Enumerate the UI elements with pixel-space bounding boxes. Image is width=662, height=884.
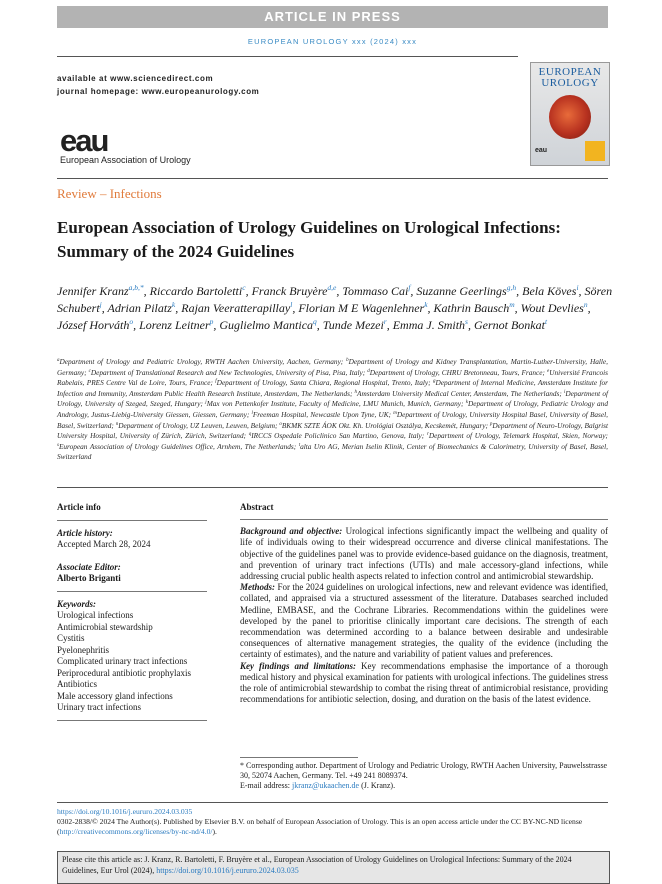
affiliation-text: Department of Urology, Telemark Hospital, Skien, Norway;: [428, 431, 608, 441]
editor-label: Associate Editor:: [57, 561, 121, 572]
corresponding-author: * Corresponding author. Department of Urology and Pediatric Urology, RWTH Aachen University, Pauwelsstrasse 30, 52074 Aachen, Germany. Tel. +49 241 8089374.: [240, 761, 608, 780]
keyword: Complicated urinary tract infections: [57, 656, 188, 666]
author-affiliation-marker[interactable]: m: [509, 300, 515, 309]
author-affiliation-marker[interactable]: g,h: [506, 283, 517, 292]
affiliation-text: European Association of Urology Guidelines Office, Arnhem, The Netherlands;: [58, 441, 299, 451]
affiliation-marker: o: [279, 421, 282, 427]
author-name[interactable]: Franck Bruyère: [251, 284, 328, 298]
affiliation-marker: i: [563, 389, 566, 395]
author-name[interactable]: Tommaso Cai: [342, 284, 409, 298]
affiliation-marker: m: [393, 410, 397, 416]
author-affiliation-marker[interactable]: n: [583, 300, 588, 309]
footer-info: [57, 807, 608, 838]
affiliation-marker: n: [115, 421, 119, 427]
author-name[interactable]: Rajan Veeratterapillay: [181, 301, 291, 315]
author-affiliation-marker[interactable]: l: [290, 300, 293, 309]
email-link[interactable]: jkranz@ukaachen.de: [291, 781, 360, 790]
section-label: Review – Infections: [57, 186, 162, 201]
affiliation-marker: g: [432, 379, 436, 385]
journal-homepage[interactable]: journal homepage: www.europeanurology.com: [57, 87, 260, 96]
keyword: Periprocedural antibiotic prophylaxis: [57, 667, 191, 678]
affiliation-marker: h: [354, 389, 358, 395]
author-name[interactable]: Jennifer Kranz: [57, 284, 129, 298]
author-name[interactable]: Suzanne Geerlings: [416, 284, 507, 298]
abstract-heading: Abstract: [240, 502, 274, 512]
abstract-section-text: For the 2024 guidelines on urological infections, new and relevant evidence was identified, collated, and appraised via a structured assessment of the literature. Databases searched included Medline, EMBASE, and the Cochrane Libraries. Recommendations within the guidelines were developed by the panel to prioritise clinically important care decisions. The strength of each recommendation was determined according to a balance between desirable and undesirable consequences of alternative management strategies, the quality of the evidence (including the certainty of estimates), and the nature and variability of patient values and preferences.: [240, 582, 608, 660]
keywords-label: Keywords:: [57, 598, 96, 609]
eau-logo: eau: [60, 123, 108, 158]
divider: [57, 178, 608, 179]
author-affiliation-marker[interactable]: f: [408, 283, 411, 292]
keyword: Male accessory gland infections: [57, 690, 173, 701]
running-head: EUROPEAN UROLOGY xxx (2024) xxx: [247, 37, 418, 46]
author-affiliation-marker[interactable]: o: [129, 317, 134, 326]
abstract-body: [240, 526, 608, 705]
abstract-paragraph: [240, 582, 608, 660]
affiliation-text: BKMK SZTE ÁOK Okt. Kh. Urológiai Osztálya, Kecskemét, Hungary;: [281, 420, 490, 430]
abstract: [240, 502, 608, 705]
author-name[interactable]: Adrian Pilatz: [107, 301, 172, 315]
keyword: Cystitis: [57, 633, 85, 643]
correspondence: [240, 757, 608, 791]
affiliation-text: Department of Urology, Pediatric Urology and Andrology, Justus-Liebig-University Giessen, Giessen, Germany;: [57, 399, 608, 419]
keyword-list: [57, 610, 207, 714]
affiliation-marker: r: [426, 432, 429, 438]
affiliations: [57, 357, 608, 463]
journal-cover-image[interactable]: [530, 62, 610, 166]
cover-illustration: [549, 95, 591, 139]
affiliation-text: Université Francois Rabelais, PRES Centre Val de Loire, Tours, France;: [57, 367, 608, 388]
author-name[interactable]: Guglielmo Mantica: [219, 318, 314, 332]
keyword: Urinary tract infections: [57, 702, 141, 712]
affiliation-text: Department of Urology, University Hospital Basel, University of Basel, Basel, Switzerland;: [57, 409, 608, 430]
editor-value: Alberto Briganti: [57, 573, 121, 583]
history-value: Accepted March 28, 2024: [57, 539, 151, 549]
author-name[interactable]: Lorenz Leitner: [139, 318, 210, 332]
affiliation-marker: f: [215, 379, 217, 385]
author-affiliation-marker[interactable]: k: [424, 300, 428, 309]
copyright-line: 0302-2838/© 2024 The Author(s). Published by Elsevier B.V. on behalf of European Association of Urology. This is an open access article under the CC BY-NC-ND license (http://creativecommons.org/licenses/by-nc-nd/4.0/).: [57, 817, 583, 837]
article-title: European Association of Urology Guidelines on Urological Infections: Summary of the 2024 Guidelines: [57, 218, 561, 261]
affiliation-text: IRCCS Ospedale Policlinico San Martino, Genova, Italy;: [251, 431, 427, 441]
affiliation-text: Department of Urology and Pediatric Urology, RWTH Aachen University, Aachen, Germany;: [59, 357, 347, 366]
license-link[interactable]: http://creativecommons.org/licenses/by-nc-nd/4.0/: [59, 827, 213, 837]
abstract-section-label: Background and objective:: [240, 526, 346, 537]
citation-text: Please cite this article as: J. Kranz, R. Bartoletti, F. Bruyère et al., European Association of Urology Guidelines on Urological Infections: Summary of the 2024 Guidelines, Eur Urol (2024),: [62, 855, 572, 875]
eau-logo-name: European Association of Urology: [60, 155, 191, 165]
divider: [57, 520, 207, 521]
cover-badge: [585, 141, 605, 161]
affiliation-marker: c: [88, 368, 91, 374]
affiliation-marker: d: [367, 368, 370, 374]
keyword: Pyelonephritis: [57, 644, 109, 655]
affiliation-text: Amsterdam University Medical Center, Amsterdam, The Netherlands;: [357, 388, 564, 398]
author-name[interactable]: Riccardo Bartoletti: [149, 284, 243, 298]
affiliation-marker: a: [57, 358, 60, 363]
abstract-section-text: Key recommendations emphasise the importance of a thorough medical history and physical examination for patients with urological infections. The guidelines stress the role of antimicrobial stewardship to combat the rising threat of antimicrobial resistance, providing recommendations for antibiotic selection, dosing, and duration on the basis of the latest evidence.: [240, 660, 608, 705]
available-at[interactable]: available at www.sciencedirect.com: [57, 74, 214, 83]
cover-logo: eau: [535, 147, 548, 154]
author-name[interactable]: Emma J. Smith: [392, 318, 466, 332]
author-affiliation-marker[interactable]: j: [99, 300, 102, 309]
abstract-section-label: Methods:: [240, 582, 278, 593]
affiliation-text: Department of Urology, University of Szeged, Szeged, Hungary;: [57, 388, 609, 409]
author-name[interactable]: Gernot Bonkat: [473, 318, 545, 332]
history-label: Article history:: [57, 527, 113, 538]
author-affiliation-marker[interactable]: t: [544, 317, 548, 326]
author-name[interactable]: József Horváth: [57, 318, 130, 332]
author-list: Jennifer Kranz$^{a,b,*}$, Riccardo Bartoletti$^c$, Franck Bruyère$^{d,e}$, Tommaso Cai$^f$, Suzanne Geerlings$^{g,h}$, Bela Köves$^i$, Sören Schubert$^j$, Adrian Pilatz$^k$, Rajan Veeratterapillay$^l$, Florian M E Wagenlehner$^k$, Kathrin Bausch$^m$, Wout Devlies$^n$, József Horváth$^o$, Lorenz Leitner$^p$, Guglielmo Mantica$^q$, Tunde Mezei$^r$, Emma J. Smith$^s$, Gernot Bonkat$^t$: [57, 283, 613, 332]
author-affiliation-marker[interactable]: s: [465, 317, 468, 326]
article-in-press-banner: ARTICLE IN PRESS: [57, 6, 608, 28]
affiliation-text: alta Uro AG, Merian Iselin Klinik, Center of Biomechanics & Calorimetry, University of Basel, Basel, Switzerland: [57, 441, 609, 462]
affiliation-text: Department of Translational Research and New Technologies, University of Pisa, Pisa, Italy;: [90, 367, 368, 377]
affiliation-text: Department of Urology, UZ Leuven, Leuven, Belgium;: [118, 420, 280, 430]
author-affiliation-marker[interactable]: q: [313, 317, 317, 326]
abstract-paragraph: [240, 526, 608, 582]
affiliation-marker: b: [346, 358, 349, 363]
keyword: Urological infections: [57, 610, 134, 620]
affiliation-marker: j: [205, 400, 207, 406]
affiliation-marker: l: [251, 410, 253, 416]
author-affiliation-marker[interactable]: r: [383, 317, 387, 326]
divider: [240, 519, 608, 520]
affiliation-text: Department of Urology and Kidney Transplantation, Martin-Luther-University, Halle, Germany;: [57, 357, 608, 377]
affiliation-marker: e: [546, 368, 550, 374]
author-name[interactable]: Bela Köves: [522, 284, 577, 298]
author-name[interactable]: Florian M E Wagenlehner: [298, 301, 425, 315]
abstract-section-text: Urological infections significantly impact the wellbeing and quality of life of individuals owing to their widespread occurrence and diverse clinical manifestations. The objective of the guidelines panel was to provide evidence-based guidance on the diagnosis, treatment, and prevention of urinary tract infections (UTIs) and male accessory-gland infections, while addressing crucial public health aspects related to infection control and antimicrobial stewardship.: [240, 526, 608, 582]
author-affiliation-marker[interactable]: p: [209, 317, 214, 326]
divider: [57, 591, 207, 592]
affiliation-text: Department of Urology, CHRU Bretonneau, Tours, France;: [369, 367, 547, 377]
author-affiliation-marker[interactable]: c: [242, 283, 246, 292]
abstract-paragraph: [240, 661, 608, 706]
author-affiliation-marker[interactable]: a,b,*: [128, 283, 144, 292]
affiliation-marker: q: [248, 432, 252, 438]
keyword: Antimicrobial stewardship: [57, 621, 153, 632]
journal-links: [57, 72, 259, 98]
author-name[interactable]: Kathrin Bausch: [433, 301, 510, 315]
doi-link[interactable]: https://doi.org/10.1016/j.eururo.2024.03.035: [57, 807, 193, 816]
author-name[interactable]: Tunde Mezei: [322, 318, 384, 332]
affiliation-marker: k: [465, 400, 468, 406]
divider: [240, 757, 358, 758]
abstract-section-label: Key findings and limitations:: [240, 660, 362, 671]
affiliation-text: Department of Internal Medicine, Amsterdam Institute for Infection and Immunity, Amsterdam Public Health Research Institute, Amsterdam, The Netherlands;: [57, 378, 608, 398]
citation-doi-link[interactable]: https://doi.org/10.1016/j.eururo.2024.03.035: [156, 866, 299, 875]
keyword: Antibiotics: [57, 679, 97, 689]
affiliation-marker: t: [298, 442, 301, 448]
divider: [57, 720, 207, 721]
email-line: E-mail address: jkranz@ukaachen.de (J. Kranz).: [240, 781, 396, 790]
author-affiliation-marker[interactable]: i: [576, 283, 579, 292]
divider: [57, 487, 608, 488]
author-affiliation-marker[interactable]: d,e: [327, 283, 337, 292]
article-info: [57, 502, 207, 728]
affiliation-marker: p: [489, 421, 493, 427]
divider: [57, 56, 518, 57]
affiliation-text: Freeman Hospital, Newcastle Upon Tyne, UK;: [252, 409, 394, 419]
affiliation-text: Department of Urology, Santa Chiara, Regional Hospital, Trento, Italy;: [216, 378, 433, 388]
author-affiliation-marker[interactable]: k: [171, 300, 176, 309]
article-info-heading: Article info: [57, 502, 101, 512]
author-name[interactable]: Wout Devlies: [520, 301, 584, 315]
author-name[interactable]: Sören Schubert: [57, 284, 613, 315]
citation-box: [57, 851, 610, 884]
affiliation-marker: s: [57, 442, 59, 448]
divider: [57, 802, 608, 803]
cover-title: EUROPEAN UROLOGY: [538, 66, 602, 89]
affiliation-text: Department of Neuro-Urology, Balgrist University Hospital, University of Zürich, Zürich, Switzerland;: [57, 420, 608, 441]
affiliation-text: Max von Pettenkofer Institute, Faculty of Medicine, LMU Munich, Munich, Germany;: [206, 399, 466, 409]
